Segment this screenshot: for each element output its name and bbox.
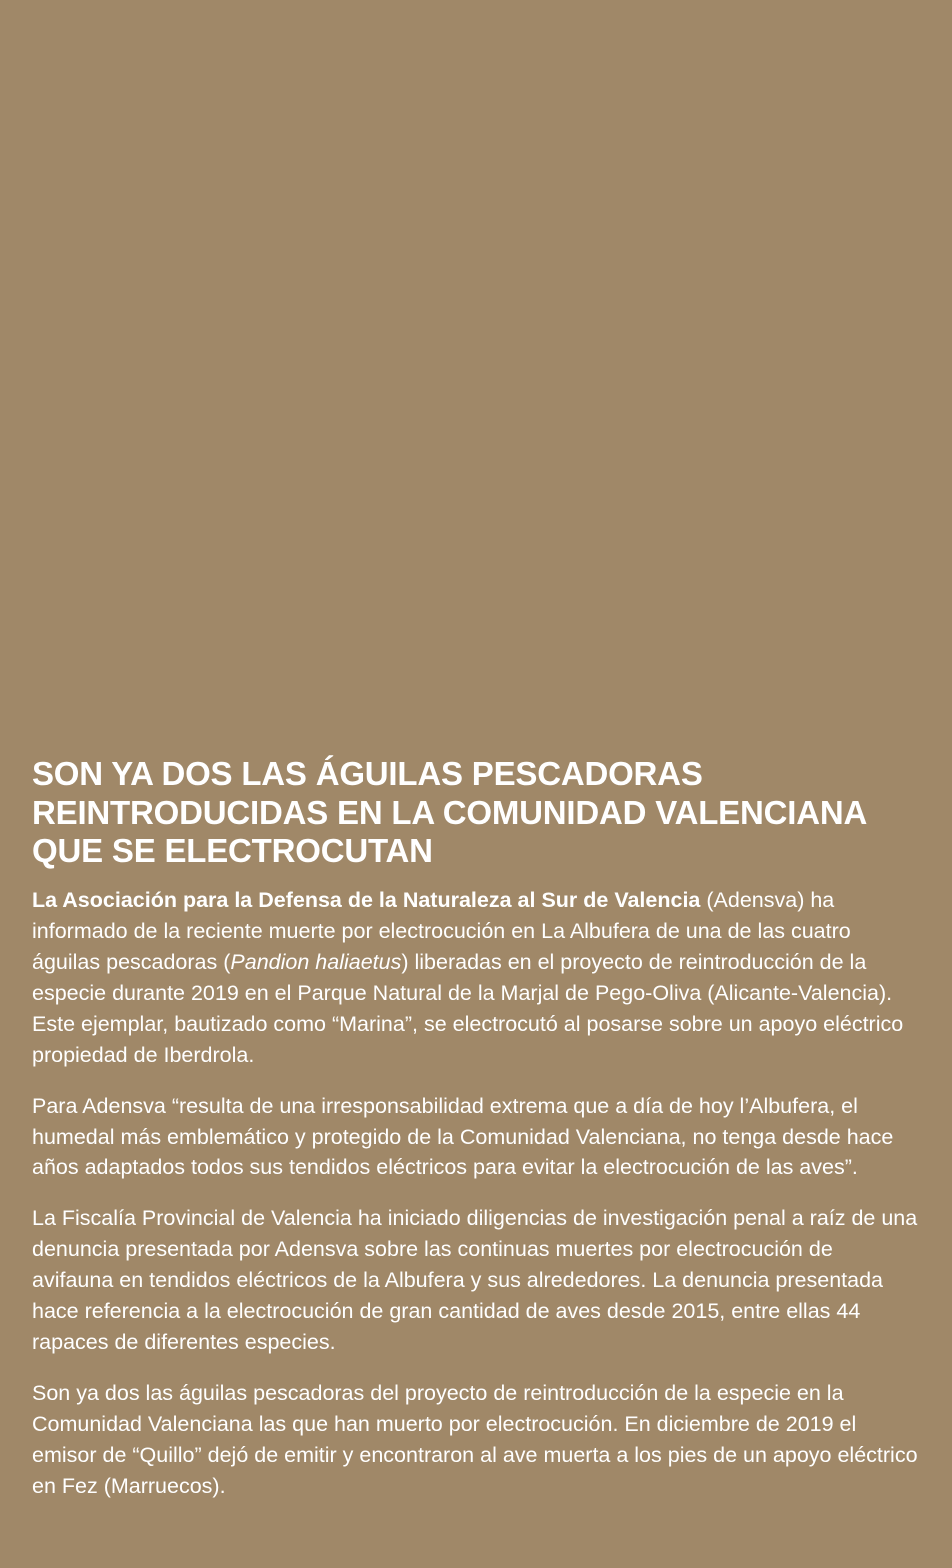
paragraph-2: Para Adensva “resulta de una irresponsabilidad extrema que a día de hoy l’Albufera, el humedal más emblemático y protegido de la Comunidad Valenciana, no tenga desde hace años adaptados todos sus tendidos eléctricos para evitar la electrocución de las aves”. bbox=[32, 1093, 894, 1180]
paragraph-1-part1: (Adensva) ha informado de la reciente muerte por electrocución en La Albufera de una de las cuatro águilas pescadoras ( bbox=[32, 887, 851, 974]
paragraph-3: La Fiscalía Provincial de Valencia ha iniciado diligencias de investigación penal a raíz de una denuncia presentada por Adensva sobre las continuas muertes por electrocución de avifauna en tendidos eléctricos de la Albufera y sus alrededores. La denuncia presentada hace referencia a la electrocución de gran cantidad de aves desde 2015, entre ellas 44 rapaces de diferentes especies. bbox=[32, 1206, 918, 1355]
paragraph-4: Son ya dos las águilas pescadoras del proyecto de reintroducción de la especie en la Comunidad Valenciana las que han muerto por electrocución. En diciembre de 2019 el emisor de “Quillo” dejó de emitir y encontraron al ave muerta a los pies de un apoyo eléctrico en Fez (Marruecos). bbox=[32, 1381, 918, 1499]
paragraph-1 bbox=[32, 885, 920, 1071]
paragraph-1-lead: La Asociación para la Defensa de la Naturaleza al Sur de Valencia bbox=[32, 887, 701, 912]
page-title: SON YA DOS LAS ÁGUILAS PESCADORAS REINTRODUCIDAS EN LA COMUNIDAD VALENCIANA QUE SE ELECTROCUTAN bbox=[32, 755, 866, 870]
article-body bbox=[0, 735, 952, 1502]
paragraph-1-part2: ) liberadas en el proyecto de reintroducción de la especie durante 2019 en el Parque Natural de la Marjal de Pego-Oliva (Alicante-Valencia). Este ejemplar, bautizado como “Marina”, se electrocutó al posarse sobre un apoyo eléctrico propiedad de Iberdrola. bbox=[32, 949, 904, 1067]
article-photo bbox=[0, 0, 952, 735]
species-name: Pandion haliaetus bbox=[230, 949, 402, 974]
